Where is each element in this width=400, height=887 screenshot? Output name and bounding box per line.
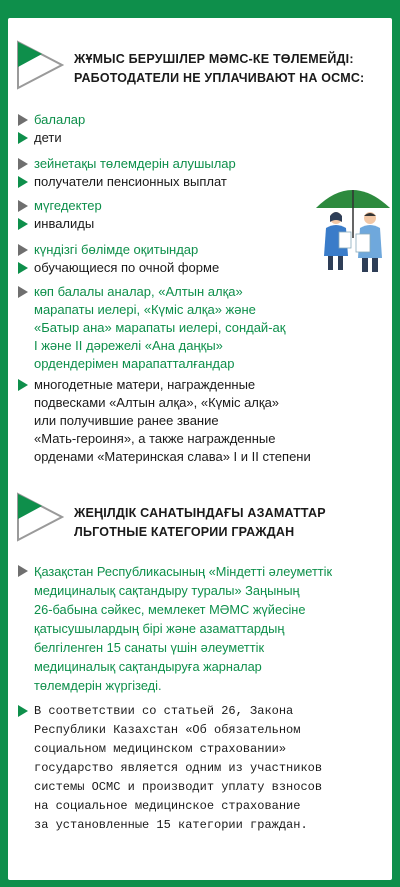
section1-title-kz: ЖҰМЫС БЕРУШІЛЕР МӘМС-КЕ ТӨЛЕМЕЙДІ: (74, 52, 354, 66)
item-ru: обучающиеся по очной форме (34, 260, 220, 275)
line: белгіленген 15 санаты үшін әлеуметтік (34, 640, 265, 655)
list-item (18, 111, 378, 129)
top-band (0, 0, 400, 18)
paragraph-ru (18, 702, 378, 835)
line: за установленные 15 категории граждан. (34, 818, 308, 832)
paragraph-kz (18, 562, 378, 695)
list-item (18, 376, 378, 466)
line: подвесками «Алтын алқа», «Күміс алқа» (34, 395, 280, 410)
paragraph-ru-text (34, 702, 322, 835)
green-arrow-icon (18, 218, 28, 230)
gray-arrow-icon (18, 244, 28, 256)
item-kz: күндізгі бөлімде оқитындар (34, 242, 199, 257)
line: Республики Казахстан «Об обязательном (34, 723, 301, 737)
gray-arrow-icon (18, 565, 28, 577)
line: марапаты иелері, «Күміс алқа» және (34, 302, 256, 317)
item-ru: дети (34, 130, 62, 145)
item-ru-multiline (34, 376, 311, 466)
line: 26-бабына сәйкес, мемлекет МӘМС жүйесіне (34, 602, 306, 617)
line: государство является одним из участников (34, 761, 323, 775)
line: на социальное медицинское страхование (34, 799, 301, 813)
gray-arrow-icon (18, 286, 28, 298)
section1-header (16, 40, 364, 90)
gray-arrow-icon (18, 114, 28, 126)
line: социальном медицинском страховании» (34, 742, 287, 756)
gray-arrow-icon (18, 200, 28, 212)
line: медициналық сақтандыру туралы» Заңының (34, 583, 300, 598)
line: медициналық сақтандыруға жарналар (34, 659, 262, 674)
triangle-logo-icon (16, 492, 64, 542)
line: ордендерімен марапатталғандар (34, 356, 235, 371)
line: или получившие ранее звание (34, 413, 219, 428)
item-kz: мүгедектер (34, 198, 102, 213)
list-item (18, 155, 378, 173)
line: көп балалы аналар, «Алтын алқа» (34, 284, 243, 299)
triangle-logo-icon (16, 40, 64, 90)
item-ru: получатели пенсионных выплат (34, 174, 227, 189)
section2-title-ru: ЛЬГОТНЫЕ КАТЕГОРИИ ГРАЖДАН (74, 525, 295, 539)
section2-title-kz: ЖЕҢІЛДІК САНАТЫНДАҒЫ АЗАМАТТАР (74, 506, 326, 520)
line: системы ОСМС и производит уплату взносов (34, 780, 323, 794)
line: төлемдерін жүргізеді. (34, 678, 162, 693)
line: многодетные матери, награжденные (34, 377, 256, 392)
list-item (18, 283, 378, 373)
line: қатысушылардың бірі және азаматтардың (34, 621, 285, 636)
list-item (18, 129, 378, 147)
gray-arrow-icon (18, 158, 28, 170)
item-ru: инвалиды (34, 216, 95, 231)
green-arrow-icon (18, 262, 28, 274)
paragraph-kz-text (34, 562, 332, 695)
people-umbrella-illustration (312, 178, 392, 274)
line: «Мать-героиня», а также награжденные (34, 431, 276, 446)
green-arrow-icon (18, 176, 28, 188)
green-arrow-icon (18, 705, 28, 717)
section1-title-ru: РАБОТОДАТЕЛИ НЕ УПЛАЧИВАЮТ НА ОСМС: (74, 71, 365, 85)
line: В соответствии со статьей 26, Закона (34, 704, 294, 718)
line: Қазақстан Республикасының «Міндетті әлеуметтік (34, 564, 333, 579)
section2-header (16, 492, 326, 542)
green-arrow-icon (18, 132, 28, 144)
line: «Батыр ана» марапаты иелері, сондай-ақ (34, 320, 286, 335)
item-kz: балалар (34, 112, 86, 127)
line: орденами «Материнская слава» I и II степени (34, 449, 311, 464)
line: I және II дәрежелі «Ана даңқы» (34, 338, 223, 353)
item-kz: зейнетақы төлемдерін алушылар (34, 156, 236, 171)
green-arrow-icon (18, 379, 28, 391)
item-kz-multiline (34, 283, 285, 373)
